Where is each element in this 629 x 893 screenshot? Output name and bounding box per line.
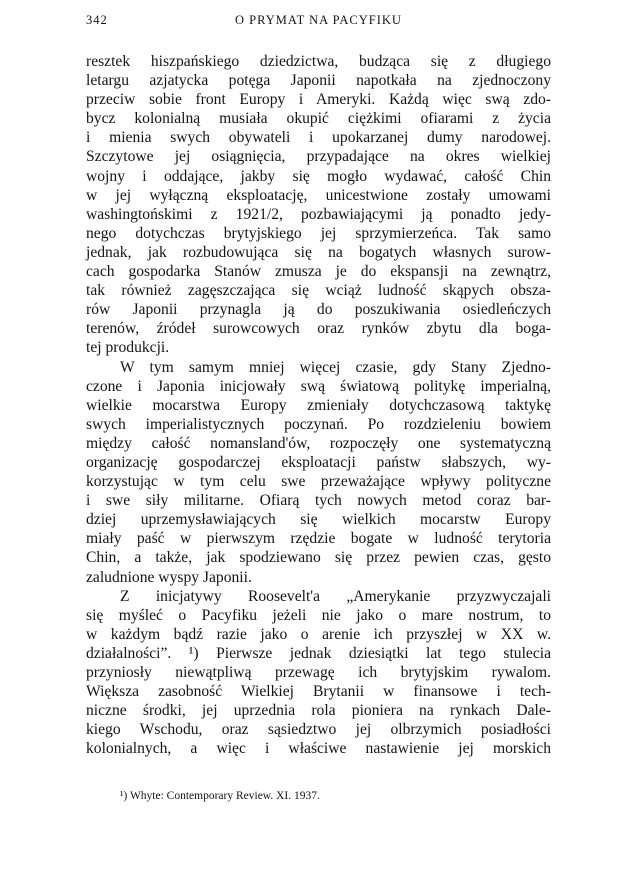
- page-header: [86, 13, 551, 29]
- text-line: zaludnione wyspy Japonii.: [86, 568, 252, 586]
- text-line: organizację gospodarczej eksploatacji państw słabszych, wy-: [86, 453, 551, 471]
- text-line: rów Japonii przynagla ją do poszukiwania osiedleńczych: [86, 301, 551, 319]
- page-number: 342: [86, 13, 108, 27]
- text-line: przyniosły niewątpliwą przewagę ich brytyjskim rywalom.: [86, 664, 551, 681]
- text-line: letargu azjatycka potęga Japonii napotkała na zjednoczony: [86, 72, 551, 90]
- text-line: nego dotychczas brytyjskiego jej sprzymierzeńca. Tak samo: [86, 224, 551, 242]
- text-line: się myśleć o Pacyfiku jeżeli nie jako o mare nostrum, to: [86, 606, 551, 624]
- text-line: washingtońskimi z 1921/2, pozbawiającymi ją ponadto jedy-: [86, 205, 551, 223]
- text-line: wojny i oddające, jakby się mogło wydawać, całość Chin: [86, 167, 551, 185]
- footnote-text: Whyte: Contemporary Review. XI. 1937.: [129, 790, 320, 802]
- text-line: wielkie mocarstwa Europy zmieniały dotychczasową taktykę: [86, 396, 551, 414]
- text-line: tak również zagęszczająca się wciąż ludność skąpych obsza-: [86, 282, 551, 300]
- text-line: bycz kolonialną musiała okupić ciężkimi ofiarami z życia: [86, 110, 551, 128]
- text-line: w jej wyłączną eksploatację, unicestwione zostały umowami: [86, 186, 551, 204]
- text-line: jednak, jak rozbudowująca się na bogatych własnych surow-: [86, 243, 551, 261]
- footnote: [120, 790, 320, 802]
- text-line: w każdym bądź razie jako o arenie ich przyszłej w XX w.: [86, 625, 551, 643]
- paragraph-1: [86, 52, 551, 358]
- text-line: Większa zasobność Wielkiej Brytanii w finansowe i tech-: [86, 683, 551, 701]
- text-line: kolonialnych, a więc i właściwe nastawienie jej morskich: [86, 740, 551, 758]
- text-line: przeciw sobie front Europy i Ameryki. Każdą więc swą zdo-: [86, 91, 551, 109]
- running-title: O PRYMAT NA PACYFIKU: [235, 13, 402, 27]
- text-line: korzystując w tym celu swe przeważające wpływy polityczne: [86, 473, 551, 491]
- text-line: niczne środki, jej uprzednia rola pioniera na rynkach Dale-: [86, 702, 551, 720]
- text-line: czone i Japonia inicjowały swą światową politykę imperialną,: [86, 377, 551, 395]
- text-line: kiego Wschodu, oraz sąsiedztwo jej olbrzymich posiadłości: [86, 721, 551, 739]
- paragraph-3: [86, 587, 551, 759]
- footnote-marker: ¹): [120, 790, 128, 802]
- text-line: tej produkcji.: [86, 339, 170, 357]
- text-line: W tym samym mniej więcej czasie, gdy Stany Zjedno-: [120, 358, 551, 376]
- text-line: swych imperialistycznych poczynań. Po rozdzieleniu bowiem: [86, 415, 551, 433]
- text-line: Szczytowe jej osiągnięcia, przypadające na okres wielkiej: [86, 148, 551, 166]
- text-line: miały paść w pierwszym rzędzie bogate w ludność terytoria: [86, 530, 551, 548]
- text-line: terenów, źródeł surowcowych oraz rynków zbytu dla boga-: [86, 320, 551, 338]
- text-line: Z inicjatywy Roosevelt'a „Amerykanie przyzwyczajali: [120, 587, 551, 605]
- paragraph-2: [86, 358, 551, 587]
- body-text: [86, 52, 551, 758]
- text-line: resztek hiszpańskiego dziedzictwa, budząca się z długiego: [86, 53, 551, 70]
- text-line: i mienia swych obywateli i upokarzanej dumy narodowej.: [86, 129, 551, 147]
- text-line: dziej uprzemysławiających się wielkich mocarstw Europy: [86, 511, 551, 529]
- text-line: cach gospodarka Stanów zmusza je do ekspansji na zewnątrz,: [86, 263, 551, 281]
- text-line: między całość nomansland'ów, rozpoczęły one systematyczną: [86, 434, 551, 452]
- text-line: Chin, a także, jak spodziewano się przez pewien czas, gęsto: [86, 549, 551, 567]
- text-line: działalności”. ¹) Pierwsze jednak dziesiątki lat tego stulecia: [86, 644, 551, 662]
- text-line: i swe siły militarne. Ofiarą tych nowych metod coraz bar-: [86, 492, 551, 510]
